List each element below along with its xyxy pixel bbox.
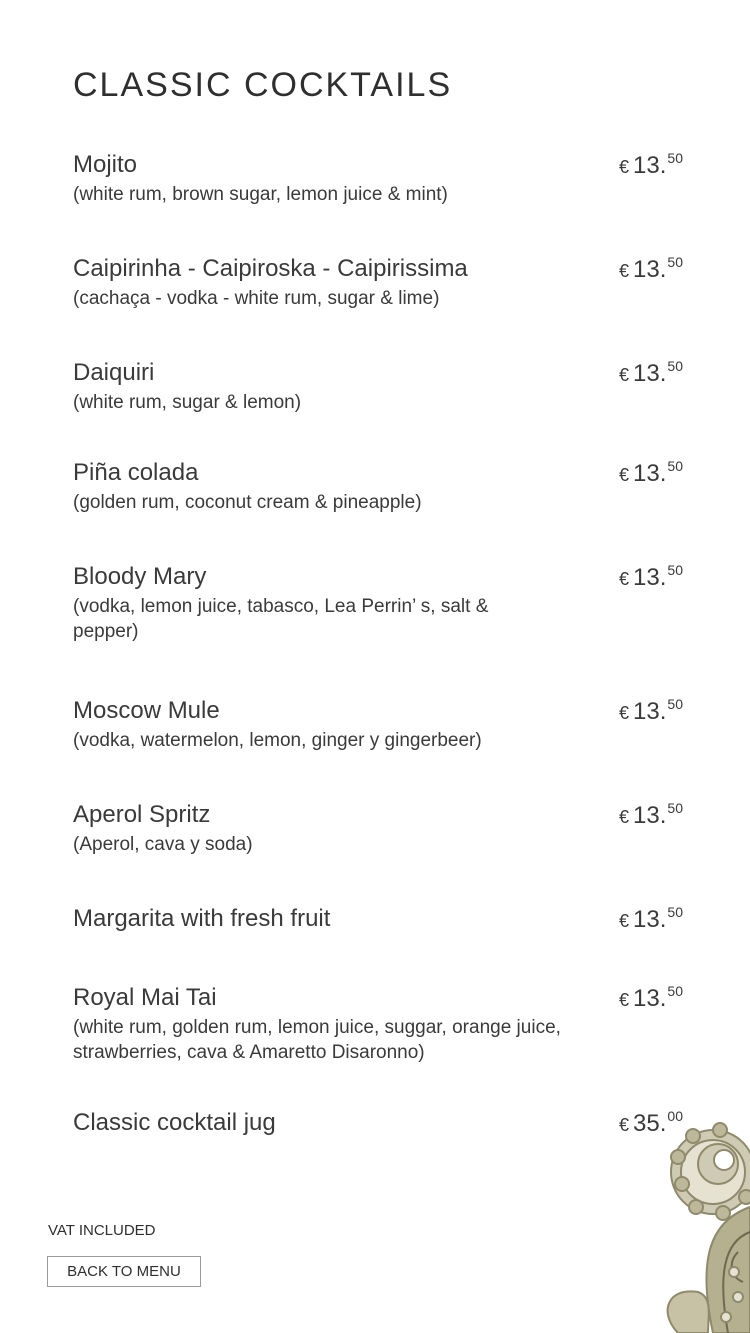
- paisley-ornament-icon: [638, 1112, 750, 1333]
- vat-note: VAT INCLUDED: [48, 1222, 156, 1239]
- item-name: Aperol Spritz: [73, 801, 211, 828]
- item-name: Daiquiri: [73, 359, 155, 386]
- item-name: Moscow Mule: [73, 697, 220, 724]
- price-main: 13.: [633, 906, 667, 933]
- item-name: Royal Mai Tai: [73, 984, 217, 1011]
- item-description: (white rum, brown sugar, lemon juice & mint): [73, 184, 448, 205]
- currency-symbol: €: [619, 261, 630, 281]
- item-price: [619, 983, 683, 1013]
- menu-item: [73, 904, 683, 934]
- currency-symbol: €: [619, 157, 630, 177]
- item-price: [619, 800, 683, 830]
- menu-item: [73, 458, 683, 515]
- item-name: Piña colada: [73, 459, 199, 486]
- menu-item: [73, 983, 683, 1065]
- item-description: (vodka, lemon juice, tabasco, Lea Perrin’ s, salt & pepper): [73, 596, 489, 642]
- price-cents: 50: [667, 150, 683, 166]
- item-name: Bloody Mary: [73, 563, 207, 590]
- currency-symbol: €: [619, 807, 630, 827]
- menu-item: [73, 150, 683, 207]
- item-description: (cachaça - vodka - white rum, sugar & lime): [73, 288, 440, 309]
- currency-symbol: €: [619, 365, 630, 385]
- item-description: (Aperol, cava y soda): [73, 834, 253, 855]
- price-cents: 00: [667, 1108, 683, 1124]
- price-cents: 50: [667, 904, 683, 920]
- item-price: [619, 696, 683, 726]
- item-name: Classic cocktail jug: [73, 1109, 276, 1136]
- price-main: 13.: [633, 360, 667, 387]
- price-cents: 50: [667, 254, 683, 270]
- price-cents: 50: [667, 358, 683, 374]
- item-price: [619, 562, 683, 592]
- price-main: 13.: [633, 256, 667, 283]
- menu-item: [73, 358, 683, 415]
- item-name: Mojito: [73, 151, 138, 178]
- currency-symbol: €: [619, 1115, 630, 1135]
- item-price: [619, 150, 683, 180]
- price-main: 13.: [633, 985, 667, 1012]
- item-price: [619, 904, 683, 934]
- menu-item: [73, 1108, 683, 1138]
- currency-symbol: €: [619, 911, 630, 931]
- price-main: 13.: [633, 802, 667, 829]
- price-main: 13.: [633, 152, 667, 179]
- menu-item: [73, 696, 683, 753]
- item-description: (golden rum, coconut cream & pineapple): [73, 492, 422, 513]
- back-to-menu-button[interactable]: BACK TO MENU: [47, 1256, 201, 1287]
- item-description: (white rum, sugar & lemon): [73, 392, 302, 413]
- price-main: 13.: [633, 564, 667, 591]
- price-cents: 50: [667, 983, 683, 999]
- price-main: 35.: [633, 1110, 667, 1137]
- item-price: [619, 254, 683, 284]
- currency-symbol: €: [619, 703, 630, 723]
- menu-item: [73, 562, 683, 644]
- price-cents: 50: [667, 696, 683, 712]
- price-main: 13.: [633, 698, 667, 725]
- currency-symbol: €: [619, 569, 630, 589]
- page-title: CLASSIC COCKTAILS: [73, 66, 453, 104]
- price-main: 13.: [633, 460, 667, 487]
- item-price: [619, 358, 683, 388]
- menu-item: [73, 254, 683, 311]
- menu-item: [73, 800, 683, 857]
- currency-symbol: €: [619, 990, 630, 1010]
- item-name: Margarita with fresh fruit: [73, 905, 331, 932]
- price-cents: 50: [667, 800, 683, 816]
- price-cents: 50: [667, 458, 683, 474]
- price-cents: 50: [667, 562, 683, 578]
- item-price: [619, 458, 683, 488]
- item-description: (vodka, watermelon, lemon, ginger y gingerbeer): [73, 730, 482, 751]
- item-name: Caipirinha - Caipiroska - Caipirissima: [73, 255, 468, 282]
- item-description: (white rum, golden rum, lemon juice, suggar, orange juice, strawberries, cava & Amaretto Disaronno): [73, 1017, 561, 1063]
- currency-symbol: €: [619, 465, 630, 485]
